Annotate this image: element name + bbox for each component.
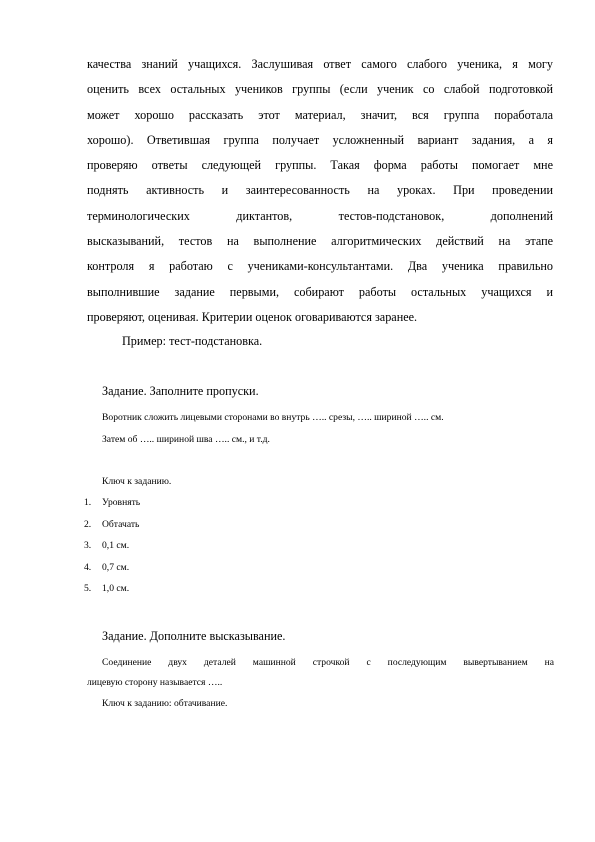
list-text: 0,1 см. (102, 540, 130, 551)
list-item (84, 496, 140, 518)
task1-key-list (84, 496, 140, 604)
body-line: проверяю ответы следующей группы. Такая форма работы помогает мне (87, 158, 553, 173)
body-line: терминологических диктантов, тестов-подстановок, дополнений (87, 208, 553, 223)
example-label: Пример: тест-подстановка. (122, 334, 263, 348)
list-number: 4. (84, 561, 92, 573)
list-text: Уровнять (102, 497, 141, 508)
task2-heading: Задание. Дополните высказывание. (102, 629, 286, 643)
list-item (84, 518, 140, 540)
task1-line2: Затем об ….. шириной шва ….. см., и т.д. (102, 434, 270, 445)
body-line: проверяют, оценивая. Критерии оценок оговариваются заранее. (87, 309, 418, 324)
body-line: оценить всех остальных учеников группы (если ученик со слабой подготовкой (87, 82, 553, 97)
list-item (84, 561, 140, 583)
list-item (84, 539, 140, 561)
body-line: контроля я работаю с учениками-консультантами. Два ученика правильно (87, 259, 553, 274)
list-number: 2. (84, 518, 92, 530)
body-line: может хорошо рассказать этот материал, значит, вся группа поработала (87, 107, 553, 122)
list-item (84, 582, 140, 604)
list-text: Обтачать (102, 518, 140, 530)
list-text: 0,7 см. (102, 561, 130, 573)
body-line: высказываний, тестов на выполнение алгоритмических действий на этапе (87, 234, 553, 249)
list-number: 1. (84, 497, 92, 508)
body-line: поднять активность и заинтересованность на уроках. При проведении (87, 183, 553, 198)
list-number: 3. (84, 540, 92, 551)
task1-heading: Задание. Заполните пропуски. (102, 384, 259, 398)
body-line: выполнившие задание первыми, собирают работы остальных учащихся и (87, 284, 553, 299)
list-text: 1,0 см. (102, 583, 130, 594)
task1-line1: Воротник сложить лицевыми сторонами во внутрь ….. срезы, ….. шириной ….. см. (102, 412, 444, 423)
body-line: хорошо). Ответившая группа получает усложненный вариант задания, а я (87, 132, 553, 147)
list-number: 5. (84, 583, 92, 594)
task1-key-label: Ключ к заданию. (102, 476, 172, 487)
task2-key: Ключ к заданию: обтачивание. (102, 698, 228, 709)
task2-line2: лицевую сторону называется ….. (87, 677, 223, 688)
task2-line1: Соединение двух деталей машинной строчкой с последующим вывертыванием на (102, 657, 554, 668)
body-line: качества знаний учащихся. Заслушивая ответ самого слабого ученика, я могу (87, 57, 553, 71)
body-paragraph (87, 52, 553, 330)
